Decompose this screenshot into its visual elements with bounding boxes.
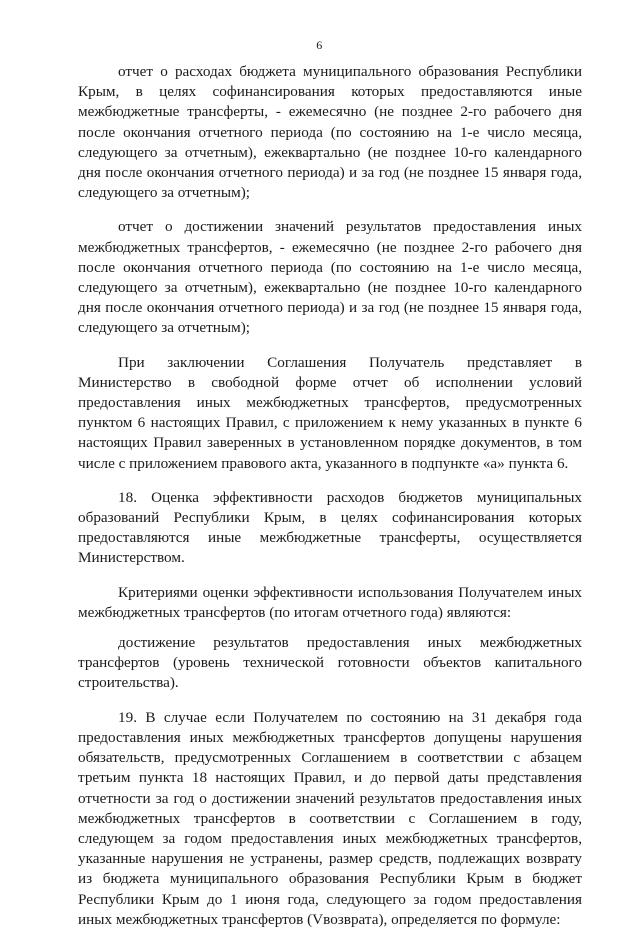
paragraph-criterion-achievement: достижение результатов предоставления иных межбюджетных трансфертов (уровень технической готовности объектов капитального строительства). — [78, 634, 582, 692]
paragraph-item-19: 19. В случае если Получателем по состоянию на 31 декабря года предоставления иных межбюджетных трансфертов допущены нарушения обязательств, предусмотренных Соглашением в соответствии с абзацем третьим пункта 18 настоящих Правил, и до первой даты представления отчетности за год о достижении значений результатов предоставления иных межбюджетных трансфертов в соответствии с Соглашением в году, следующем за годом предоставления иных межбюджетных трансфертов, указанные нарушения не устранены, размер средств, подлежащих возврату из бюджета муниципального образования Республики Крым в бюджет Республики Крым до 1 июня года, следующего за годом предоставления иных межбюджетных трансфертов (Vвозврата), определяется по формуле: — [78, 708, 582, 928]
paragraph-expense-report: отчет о расходах бюджета муниципального образования Республики Крым, в целях софинансирования которых предоставляются иные межбюджетные трансферты, - ежемесячно (не позднее 2-го рабочего дня после окончания отчетного периода (по состоянию на 1-е число месяца, следующего за отчетным), ежеквартально (не позднее 10-го календарного дня после окончания отчетного периода) и за год (не позднее 15 января года, следующего за отчетным); — [78, 63, 582, 202]
paragraph-results-report: отчет о достижении значений результатов предоставления иных межбюджетных трансфертов, - ежемесячно (не позднее 2-го рабочего дня после окончания отчетного периода (по состоянию на 1-е число месяца, следующего за отчетным), ежеквартально (не позднее 10-го календарного дня после окончания отчетного периода) и за год (не позднее 15 января года, следующего за отчетным); — [78, 218, 582, 337]
paragraph-item-18: 18. Оценка эффективности расходов бюджетов муниципальных образований Республики Крым, в целях софинансирования которых предоставляются иные межбюджетные трансферты, осуществляется Министерством. — [78, 488, 582, 567]
paragraph-evaluation-criteria: Критериями оценки эффективности использования Получателем иных межбюджетных трансфертов (по итогам отчетного года) являются: — [78, 583, 582, 621]
paragraph-agreement-conclusion: При заключении Соглашения Получатель представляет в Министерство в свободной форме отчет об исполнении условий предоставления иных межбюджетных трансфертов, предусмотренных пунктом 6 настоящих Правил, с приложением к нему указанных в пункте 6 настоящих Правил заверенных в установленном порядке документов, в том числе с приложением правового акта, указанного в подпункте «а» пункта 6. — [78, 353, 582, 472]
document-body — [78, 62, 582, 930]
page-number: 6 — [316, 38, 323, 52]
